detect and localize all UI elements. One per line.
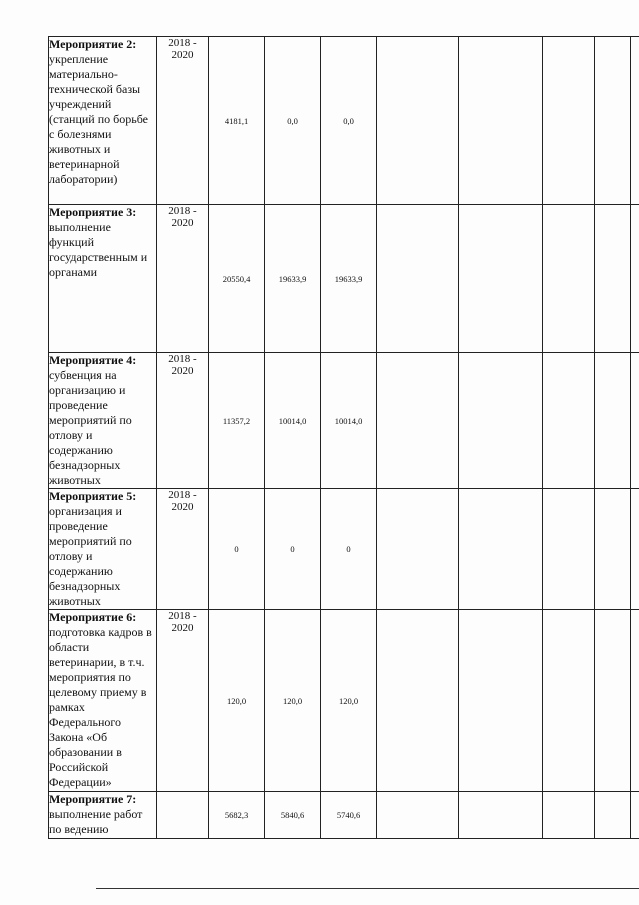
value-cell: 19633,9 <box>265 205 321 353</box>
measure-description <box>49 610 157 792</box>
table-row <box>49 792 639 839</box>
empty-cell <box>459 792 543 839</box>
measure-title: Мероприятие 2: <box>49 37 137 51</box>
measure-text: субвенция на организацию и проведение мероприятий по отлову и содержанию безнадзорных животных <box>49 368 132 487</box>
measure-text: укрепление материально-технической базы учреждений (станций по борьбе с болезнями животных и ветеринарной лаборатории) <box>49 52 148 186</box>
table-row <box>49 353 639 489</box>
empty-cell <box>459 37 543 205</box>
empty-cell <box>543 205 595 353</box>
empty-cell <box>631 353 639 489</box>
footer-rule <box>96 888 639 889</box>
period-cell: 2018 - 2020 <box>157 205 209 353</box>
value-cell: 19633,9 <box>321 205 377 353</box>
measure-title: Мероприятие 3: <box>49 205 137 219</box>
measure-text: подготовка кадров в области ветеринарии, в т.ч. мероприятия по целевому приему в рамках Федерального Закона «Об образовании в Российской Федерации» <box>49 625 152 789</box>
empty-cell <box>459 205 543 353</box>
value-cell: 0 <box>321 489 377 610</box>
measure-description <box>49 205 157 353</box>
value-cell: 5682,3 <box>209 792 265 839</box>
empty-cell <box>595 37 631 205</box>
measure-title: Мероприятие 5: <box>49 489 137 503</box>
empty-cell <box>543 610 595 792</box>
value-cell: 0 <box>209 489 265 610</box>
empty-cell <box>377 37 459 205</box>
value-cell: 0 <box>265 489 321 610</box>
value-cell: 10014,0 <box>265 353 321 489</box>
value-cell: 10014,0 <box>321 353 377 489</box>
period-cell <box>157 792 209 839</box>
value-cell: 11357,2 <box>209 353 265 489</box>
measure-description <box>49 37 157 205</box>
empty-cell <box>631 205 639 353</box>
empty-cell <box>377 792 459 839</box>
value-cell: 0,0 <box>265 37 321 205</box>
value-cell: 120,0 <box>209 610 265 792</box>
measure-description <box>49 353 157 489</box>
value-cell: 5740,6 <box>321 792 377 839</box>
period-cell: 2018 - 2020 <box>157 37 209 205</box>
empty-cell <box>459 489 543 610</box>
empty-cell <box>631 792 639 839</box>
empty-cell <box>543 37 595 205</box>
value-cell: 120,0 <box>321 610 377 792</box>
empty-cell <box>595 205 631 353</box>
value-cell: 4181,1 <box>209 37 265 205</box>
empty-cell <box>377 610 459 792</box>
empty-cell <box>459 610 543 792</box>
measure-text: организация и проведение мероприятий по отлову и содержанию безнадзорных животных <box>49 504 132 608</box>
empty-cell <box>595 353 631 489</box>
empty-cell <box>377 353 459 489</box>
measure-title: Мероприятие 7: <box>49 792 137 806</box>
budget-table <box>48 36 639 839</box>
value-cell: 120,0 <box>265 610 321 792</box>
table-row <box>49 610 639 792</box>
empty-cell <box>595 489 631 610</box>
period-cell: 2018 - 2020 <box>157 489 209 610</box>
value-cell: 20550,4 <box>209 205 265 353</box>
empty-cell <box>631 37 639 205</box>
empty-cell <box>595 610 631 792</box>
table-row <box>49 37 639 205</box>
empty-cell <box>543 353 595 489</box>
empty-cell <box>543 792 595 839</box>
empty-cell <box>631 489 639 610</box>
measure-title: Мероприятие 6: <box>49 610 137 624</box>
empty-cell <box>595 792 631 839</box>
empty-cell <box>377 489 459 610</box>
value-cell: 5840,6 <box>265 792 321 839</box>
measure-description <box>49 489 157 610</box>
empty-cell <box>543 489 595 610</box>
measure-title: Мероприятие 4: <box>49 353 137 367</box>
table-row <box>49 205 639 353</box>
empty-cell <box>377 205 459 353</box>
empty-cell <box>459 353 543 489</box>
table-row <box>49 489 639 610</box>
value-cell: 0,0 <box>321 37 377 205</box>
empty-cell <box>631 610 639 792</box>
period-cell: 2018 - 2020 <box>157 610 209 792</box>
measure-description <box>49 792 157 839</box>
measure-text: выполнение функций государственным и органами <box>49 220 148 279</box>
measure-text: выполнение работ по ведению <box>49 807 143 836</box>
period-cell: 2018 - 2020 <box>157 353 209 489</box>
